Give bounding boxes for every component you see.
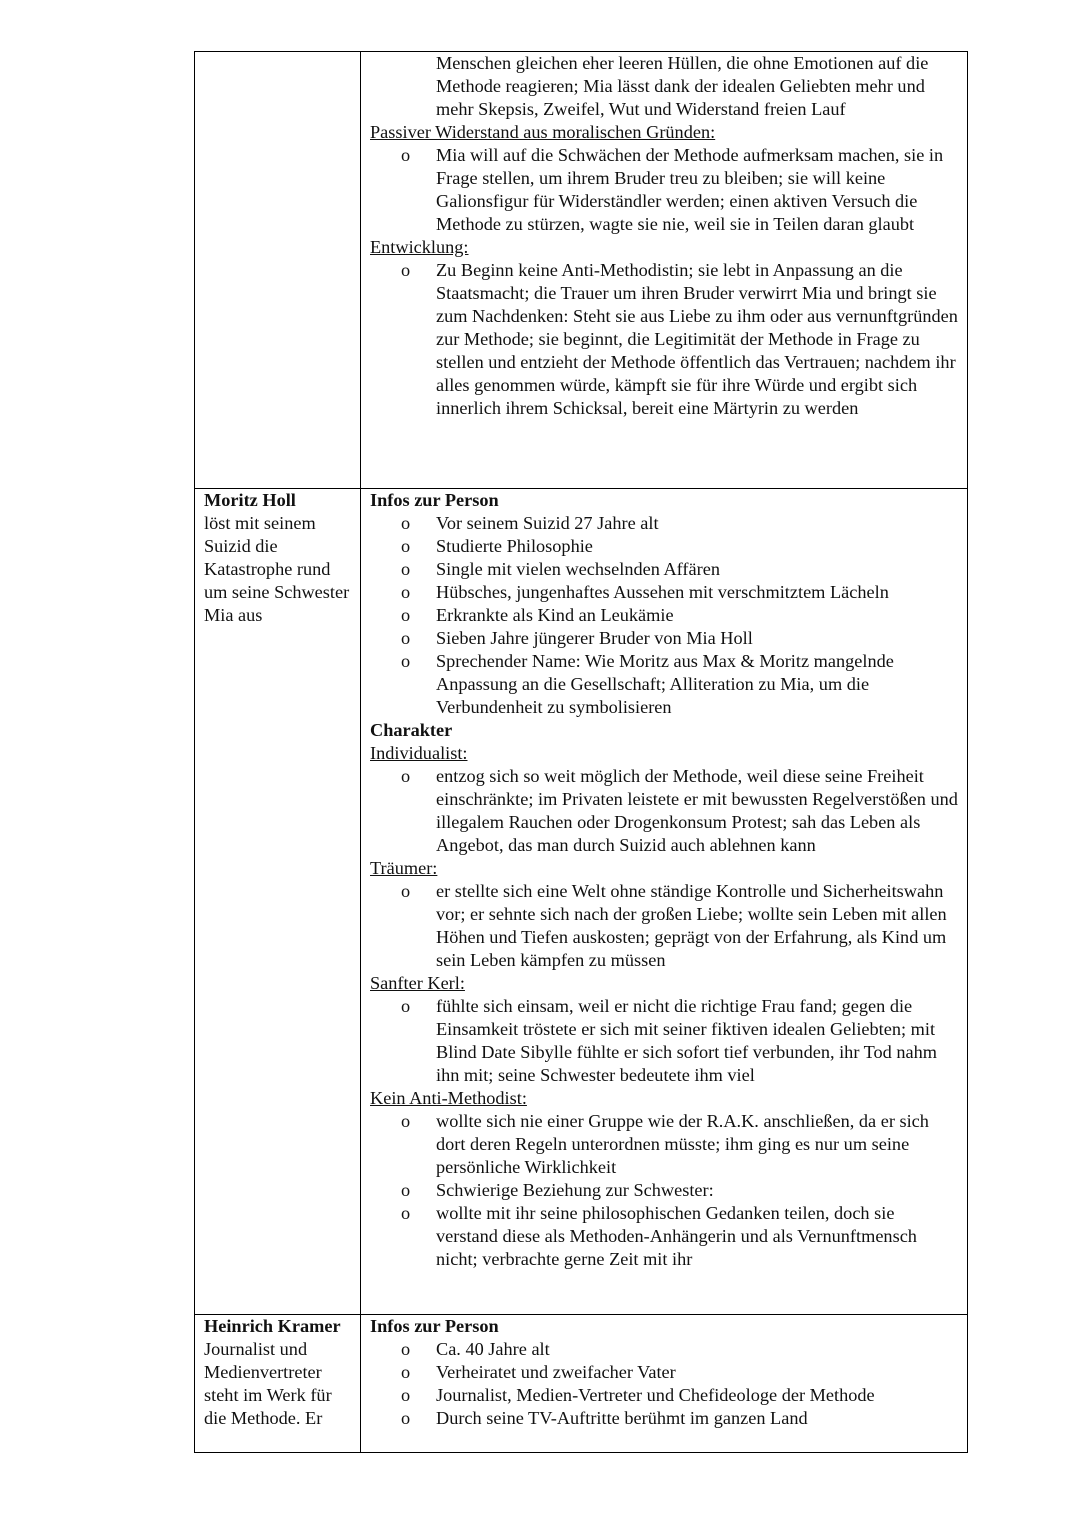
list-item (370, 1110, 959, 1179)
list-item (370, 604, 959, 627)
bullet-circle-icon: o (401, 559, 411, 579)
list-item (370, 1361, 959, 1384)
bullet-circle-icon: o (401, 1203, 411, 1223)
list-item (370, 581, 959, 604)
list-item-text: entzog sich so weit möglich der Methode, weil diese seine Freiheit einschränkte; im Privaten leistete er mit bewussten Regelverstößen und illegalem Rauchen oder Drogenkonsum Protest; sah das Leben als Angebot, das man durch Suizid auch ablehnen kann (436, 766, 958, 855)
list-item-text: Durch seine TV-Auftritte berühmt im ganzen Land (436, 1408, 808, 1428)
character-description: Journalist und Medienvertreter steht im Werk für die Methode. Er (204, 1339, 332, 1428)
list-item (370, 1338, 959, 1361)
list-item-text: wollte mit ihr seine philosophischen Gedanken teilen, doch sie verstand diese als Methoden-Anhängerin und als Vernunftmensch nicht; verbrachte gerne Zeit mit ihr (436, 1203, 917, 1269)
section-heading: Infos zur Person (370, 490, 499, 510)
section-heading: Infos zur Person (370, 1316, 499, 1336)
character-name: Moritz Holl (204, 490, 296, 510)
subsection-heading: Individualist: (370, 743, 468, 763)
bullet-circle-icon: o (401, 651, 411, 671)
list-item-text: Verheiratet und zweifacher Vater (436, 1362, 676, 1382)
bullet-circle-icon: o (401, 628, 411, 648)
list-item (370, 1384, 959, 1407)
list-item (370, 558, 959, 581)
bullet-circle-icon: o (401, 605, 411, 625)
bullet-circle-icon: o (401, 766, 411, 786)
list-item-text: fühlte sich einsam, weil er nicht die richtige Frau fand; gegen die Einsamkeit tröstete er sich mit seiner fiktiven idealen Geliebten; mit Blind Date Sibylle fühlte er sich sofort tief verbunden, ihr Tod nahm ihn mit; seine Schwester bedeutete ihm viel (436, 996, 938, 1085)
list-item (370, 144, 959, 236)
section-heading: Charakter (370, 720, 453, 740)
list-item-text: Schwierige Beziehung zur Schwester: (436, 1180, 714, 1200)
list-item-text: Erkrankte als Kind an Leukämie (436, 605, 674, 625)
list-item (370, 880, 959, 972)
bullet-circle-icon: o (401, 996, 411, 1016)
list-item-text: Sieben Jahre jüngerer Bruder von Mia Holl (436, 628, 753, 648)
character-cell (195, 1315, 361, 1453)
list-item (370, 650, 959, 719)
list-item-text: Vor seinem Suizid 27 Jahre alt (436, 513, 659, 533)
bullet-circle-icon: o (401, 1339, 411, 1359)
details-cell (361, 1315, 968, 1453)
character-cell (195, 489, 361, 1315)
list-item (370, 995, 959, 1087)
bullet-circle-icon: o (401, 1408, 411, 1428)
bullet-circle-icon: o (401, 881, 411, 901)
bullet-circle-icon: o (401, 260, 411, 280)
character-table (194, 51, 968, 1453)
list-item (370, 1202, 959, 1271)
bullet-circle-icon: o (401, 1111, 411, 1131)
continued-text: Menschen gleichen eher leeren Hüllen, die ohne Emotionen auf die Methode reagieren; Mia lässt dank der idealen Geliebten mehr und mehr Skepsis, Zweifel, Wut und Widerstand freien Lauf (436, 53, 929, 119)
list-item (370, 1407, 959, 1430)
table-row (195, 1315, 968, 1453)
list-item-text: Mia will auf die Schwächen der Methode aufmerksam machen, sie in Frage stellen, um ihrem Bruder treu zu bleiben; sie will keine Galionsfigur für Widerständler werden; einen aktiven Versuch die Methode zu stürzen, wagte sie nie, weil sie in Teilen daran glaubt (436, 145, 944, 234)
subsection-heading: Sanfter Kerl: (370, 973, 465, 993)
list-item-text: Single mit vielen wechselnden Affären (436, 559, 720, 579)
bullet-circle-icon: o (401, 145, 411, 165)
bullet-circle-icon: o (401, 513, 411, 533)
list-item (370, 512, 959, 535)
list-item (370, 765, 959, 857)
bullet-circle-icon: o (401, 1385, 411, 1405)
subsection-heading: Träumer: (370, 858, 438, 878)
list-item (370, 535, 959, 558)
list-item-text: Hübsches, jungenhaftes Aussehen mit verschmitztem Lächeln (436, 582, 889, 602)
subsection-heading: Passiver Widerstand aus moralischen Gründen: (370, 122, 716, 142)
list-item-text: Journalist, Medien-Vertreter und Chefideologe der Methode (436, 1385, 875, 1405)
details-cell (361, 489, 968, 1315)
subsection-heading: Kein Anti-Methodist: (370, 1088, 527, 1108)
list-item-text: Sprechender Name: Wie Moritz aus Max & Moritz mangelnde Anpassung an die Gesellschaft; Alliteration zu Mia, um die Verbundenheit zu symbolisieren (436, 651, 894, 717)
list-item (370, 1179, 959, 1202)
subsection-heading: Entwicklung: (370, 237, 469, 257)
list-item (370, 259, 959, 420)
list-item-text: Studierte Philosophie (436, 536, 593, 556)
list-item-text: wollte sich nie einer Gruppe wie der R.A.K. anschließen, da er sich dort deren Regeln unterordnen müsste; ihm ging es nur um seine persönliche Wirklichkeit (436, 1111, 929, 1177)
list-item (370, 627, 959, 650)
details-cell (361, 52, 968, 489)
character-name: Heinrich Kramer (204, 1316, 341, 1336)
list-item-text: er stellte sich eine Welt ohne ständige Kontrolle und Sicherheitswahn vor; er sehnte sich nach der großen Liebe; wollte sein Leben mit allen Höhen und Tiefen auskosten; geprägt von der Erfahrung, als Kind um sein Leben kämpfen zu müssen (436, 881, 947, 970)
bullet-circle-icon: o (401, 536, 411, 556)
character-cell (195, 52, 361, 489)
list-item-text: Zu Beginn keine Anti-Methodistin; sie lebt in Anpassung an die Staatsmacht; die Trauer um ihren Bruder verwirrt Mia und bringt sie zum Nachdenken: Steht sie aus Liebe zu ihm oder aus vernunftgründen zur Methode; sie beginnt, die Legitimität der Methode in Frage zu stellen und entzieht der Methode öffentlich das Vertrauen; nachdem ihr alles genommen würde, kämpft sie für ihre Würde und ergibt sich innerlich ihrem Schicksal, bereit eine Märtyrin zu werden (436, 260, 958, 418)
table-row (195, 52, 968, 489)
bullet-circle-icon: o (401, 1362, 411, 1382)
bullet-circle-icon: o (401, 582, 411, 602)
bullet-circle-icon: o (401, 1180, 411, 1200)
character-description: löst mit seinem Suizid die Katastrophe rund um seine Schwester Mia aus (204, 513, 350, 625)
list-item-text: Ca. 40 Jahre alt (436, 1339, 550, 1359)
table-row (195, 489, 968, 1315)
